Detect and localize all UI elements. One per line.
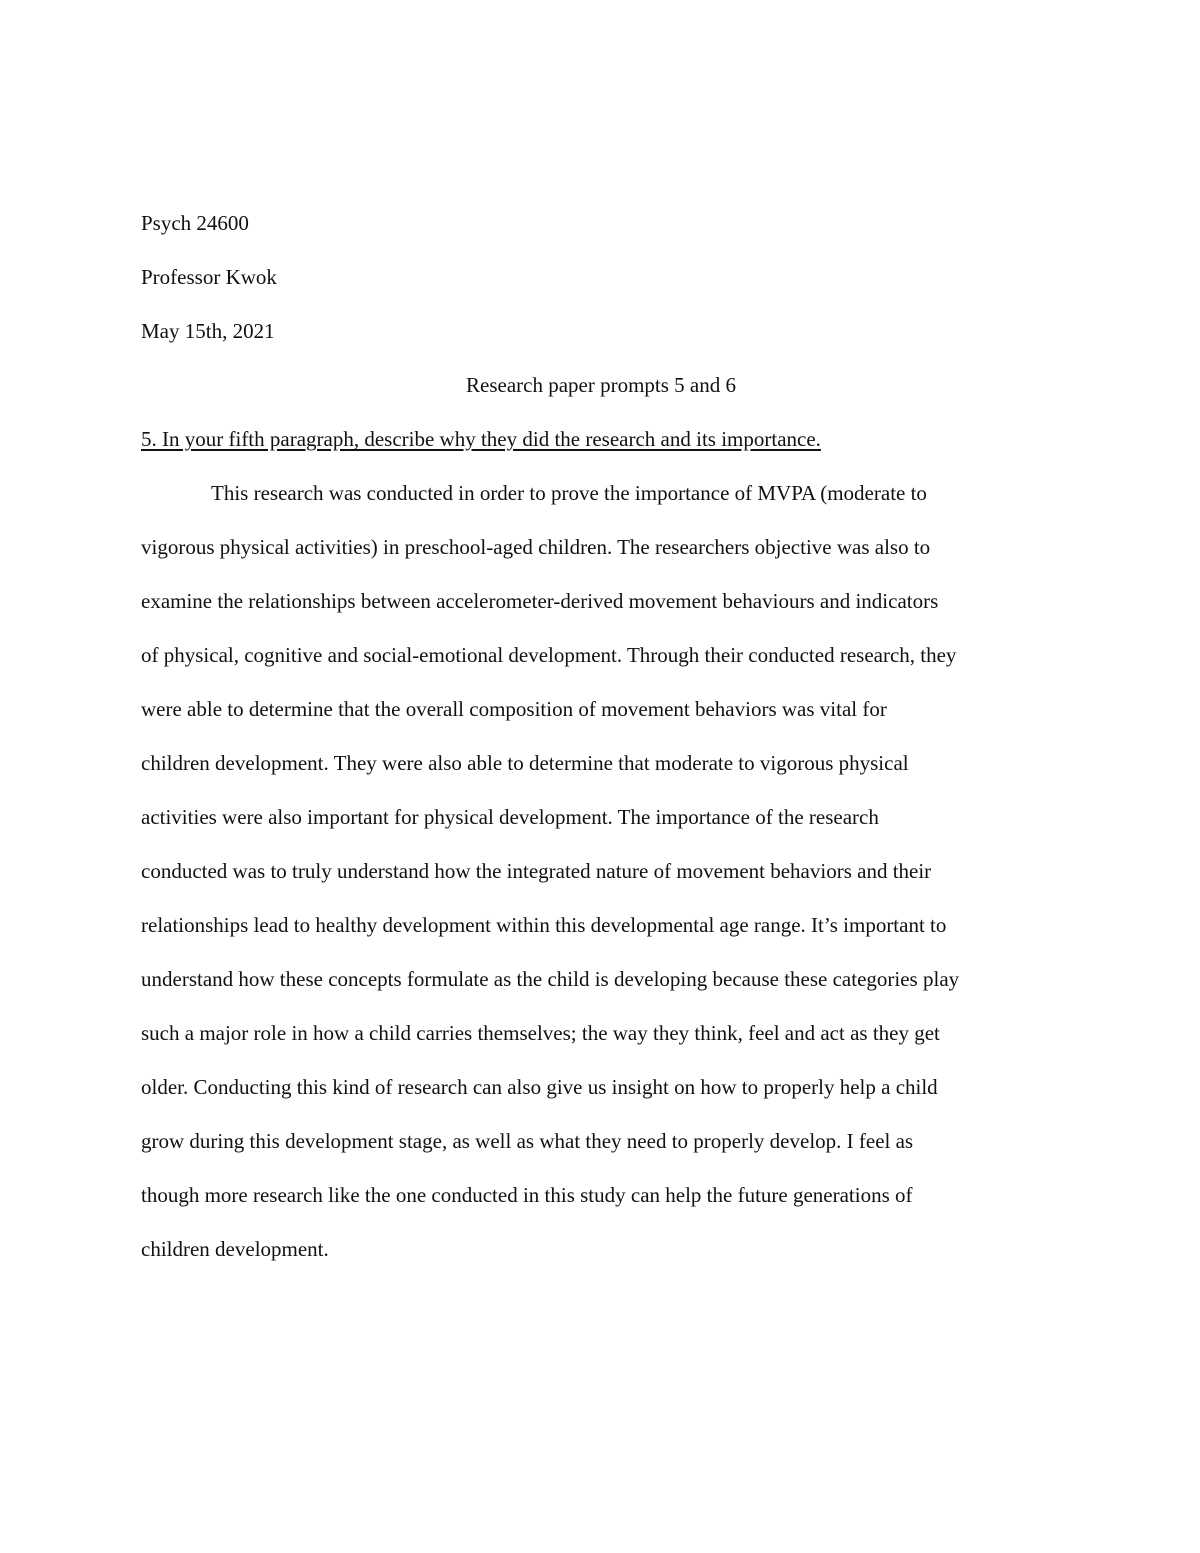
document-body (141, 196, 1061, 1276)
paper-title: Research paper prompts 5 and 6 (466, 373, 736, 397)
paragraph-line: were able to determine that the overall composition of movement behaviors was vital for (141, 697, 887, 721)
paragraph (141, 466, 1061, 1276)
paragraph-line: examine the relationships between accelerometer-derived movement behaviours and indicators (141, 589, 939, 613)
paragraph-line: older. Conducting this kind of research can also give us insight on how to properly help a child (141, 1075, 938, 1099)
paragraph-line: understand how these concepts formulate as the child is developing because these categories play (141, 967, 960, 991)
paragraph-line: though more research like the one conducted in this study can help the future generations of (141, 1183, 913, 1207)
paragraph-line: grow during this development stage, as well as what they need to properly develop. I feel as (141, 1129, 914, 1153)
paragraph-line: of physical, cognitive and social-emotional development. Through their conducted research, they (141, 643, 957, 667)
paragraph-line: such a major role in how a child carries themselves; the way they think, feel and act as they get (141, 1021, 940, 1045)
date-line: May 15th, 2021 (141, 319, 275, 343)
paragraph-line: relationships lead to healthy development within this developmental age range. It’s important to (141, 913, 947, 937)
paragraph-line: children development. They were also able to determine that moderate to vigorous physical (141, 751, 909, 775)
paragraph-line: This research was conducted in order to prove the importance of MVPA (moderate to (211, 481, 927, 505)
paragraph-line: activities were also important for physical development. The importance of the research (141, 805, 879, 829)
paragraph-line: vigorous physical activities) in preschool-aged children. The researchers objective was also to (141, 535, 931, 559)
paragraph-line: conducted was to truly understand how the integrated nature of movement behaviors and their (141, 859, 932, 883)
professor-line: Professor Kwok (141, 265, 277, 289)
course-line: Psych 24600 (141, 211, 249, 235)
prompt-heading: 5. In your fifth paragraph, describe why they did the research and its importance. (141, 427, 821, 451)
paragraph-line: children development. (141, 1237, 329, 1261)
